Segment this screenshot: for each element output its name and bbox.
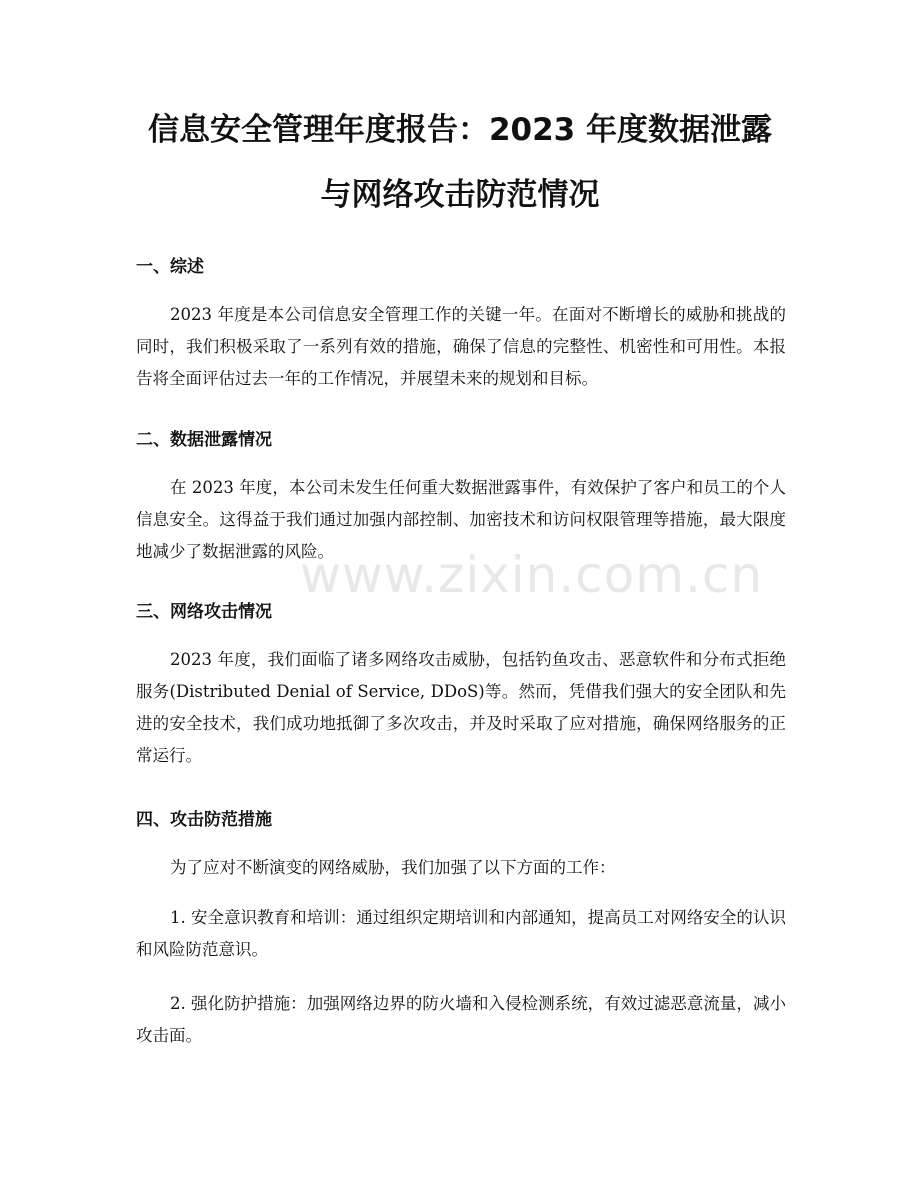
- document-title-line-1: 信息安全管理年度报告：2023 年度数据泄露: [147, 112, 773, 148]
- defense-item-awareness-training: 1. 安全意识教育和培训：通过组织定期培训和内部通知，提高员工对网络安全的认识和风险防范意识。: [136, 908, 786, 959]
- overview-paragraph: 2023 年度是本公司信息安全管理工作的关键一年。在面对不断增长的威胁和挑战的同时，我们积极采取了一系列有效的措施，确保了信息的完整性、机密性和可用性。本报告将全面评估过去一年的工作情况，并展望未来的规划和目标。: [136, 305, 786, 388]
- section-heading-data-breach: 二、数据泄露情况: [136, 430, 272, 450]
- document-title-line-2: 与网络攻击防范情况: [320, 177, 600, 213]
- defense-intro-paragraph: 为了应对不断演变的网络威胁，我们加强了以下方面的工作：: [170, 858, 616, 877]
- network-attacks-paragraph: 2023 年度，我们面临了诸多网络攻击威胁，包括钓鱼攻击、恶意软件和分布式拒绝服务(Distributed Denial of Service, DDoS)等。然而，凭借我们强大的安全团队和先进的安全技术，我们成功地抵御了多次攻击，并及时采取了应对措施，确保网络服务的正常运行。: [136, 650, 786, 765]
- section-heading-network-attacks: 三、网络攻击情况: [136, 602, 272, 622]
- data-breach-paragraph: 在 2023 年度，本公司未发生任何重大数据泄露事件，有效保护了客户和员工的个人信息安全。这得益于我们通过加强内部控制、加密技术和访问权限管理等措施，最大限度地减少了数据泄露的风险。: [136, 478, 786, 561]
- watermark-text: www.zixin.com.cn: [300, 546, 764, 604]
- defense-item-strengthen-protection: 2. 强化防护措施：加强网络边界的防火墙和入侵检测系统，有效过滤恶意流量，减小攻击面。: [136, 994, 786, 1045]
- section-heading-defense-measures: 四、攻击防范措施: [136, 810, 272, 830]
- section-heading-overview: 一、综述: [136, 257, 204, 277]
